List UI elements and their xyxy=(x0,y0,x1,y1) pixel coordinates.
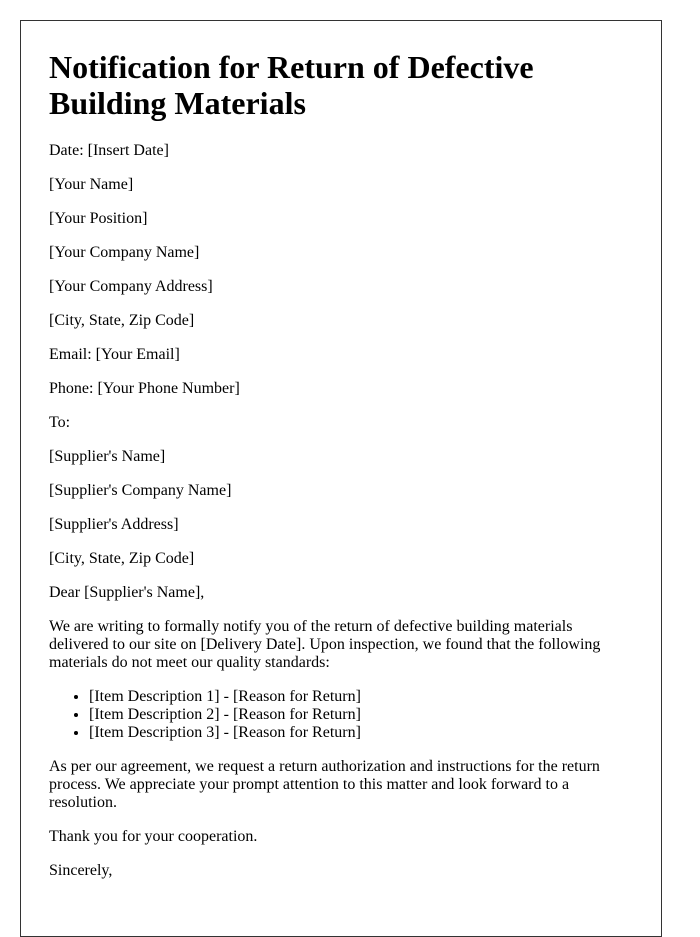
sender-address: [Your Company Address] xyxy=(49,278,213,295)
intro-paragraph: We are writing to formally notify you of the return of defective building materials delivered to our site on [Delivery Date]. Upon inspection, we found that the following materials do not meet our quality standards: xyxy=(49,618,601,671)
list-item: • [Item Description 1] - [Reason for Return] xyxy=(89,688,633,706)
list-item: • [Item Description 2] - [Reason for Return] xyxy=(89,706,633,724)
date: Date: [Insert Date] xyxy=(49,142,169,159)
sender-company: [Your Company Name] xyxy=(49,244,200,261)
supplier-city: [City, State, Zip Code] xyxy=(49,550,195,567)
salutation: Dear [Supplier's Name], xyxy=(49,584,205,601)
letter-title: Notification for Return of Defective Building Materials xyxy=(49,49,534,121)
to-label: To: xyxy=(49,414,71,431)
sender-phone: Phone: [Your Phone Number] xyxy=(49,380,240,397)
thanks-paragraph: Thank you for your cooperation. xyxy=(49,828,258,845)
closing: Sincerely, xyxy=(49,862,113,879)
sender-email: Email: [Your Email] xyxy=(49,346,180,363)
defective-items-list xyxy=(49,688,633,742)
sender-position: [Your Position] xyxy=(49,210,148,227)
list-item: • [Item Description 3] - [Reason for Return] xyxy=(89,724,633,742)
letter xyxy=(20,20,662,937)
supplier-name: [Supplier's Name] xyxy=(49,448,166,465)
supplier-company: [Supplier's Company Name] xyxy=(49,482,232,499)
supplier-address: [Supplier's Address] xyxy=(49,516,179,533)
sender-city: [City, State, Zip Code] xyxy=(49,312,195,329)
sender-name: [Your Name] xyxy=(49,176,134,193)
request-paragraph: As per our agreement, we request a return authorization and instructions for the return process. We appreciate your prompt attention to this matter and look forward to a resolution. xyxy=(49,758,600,811)
